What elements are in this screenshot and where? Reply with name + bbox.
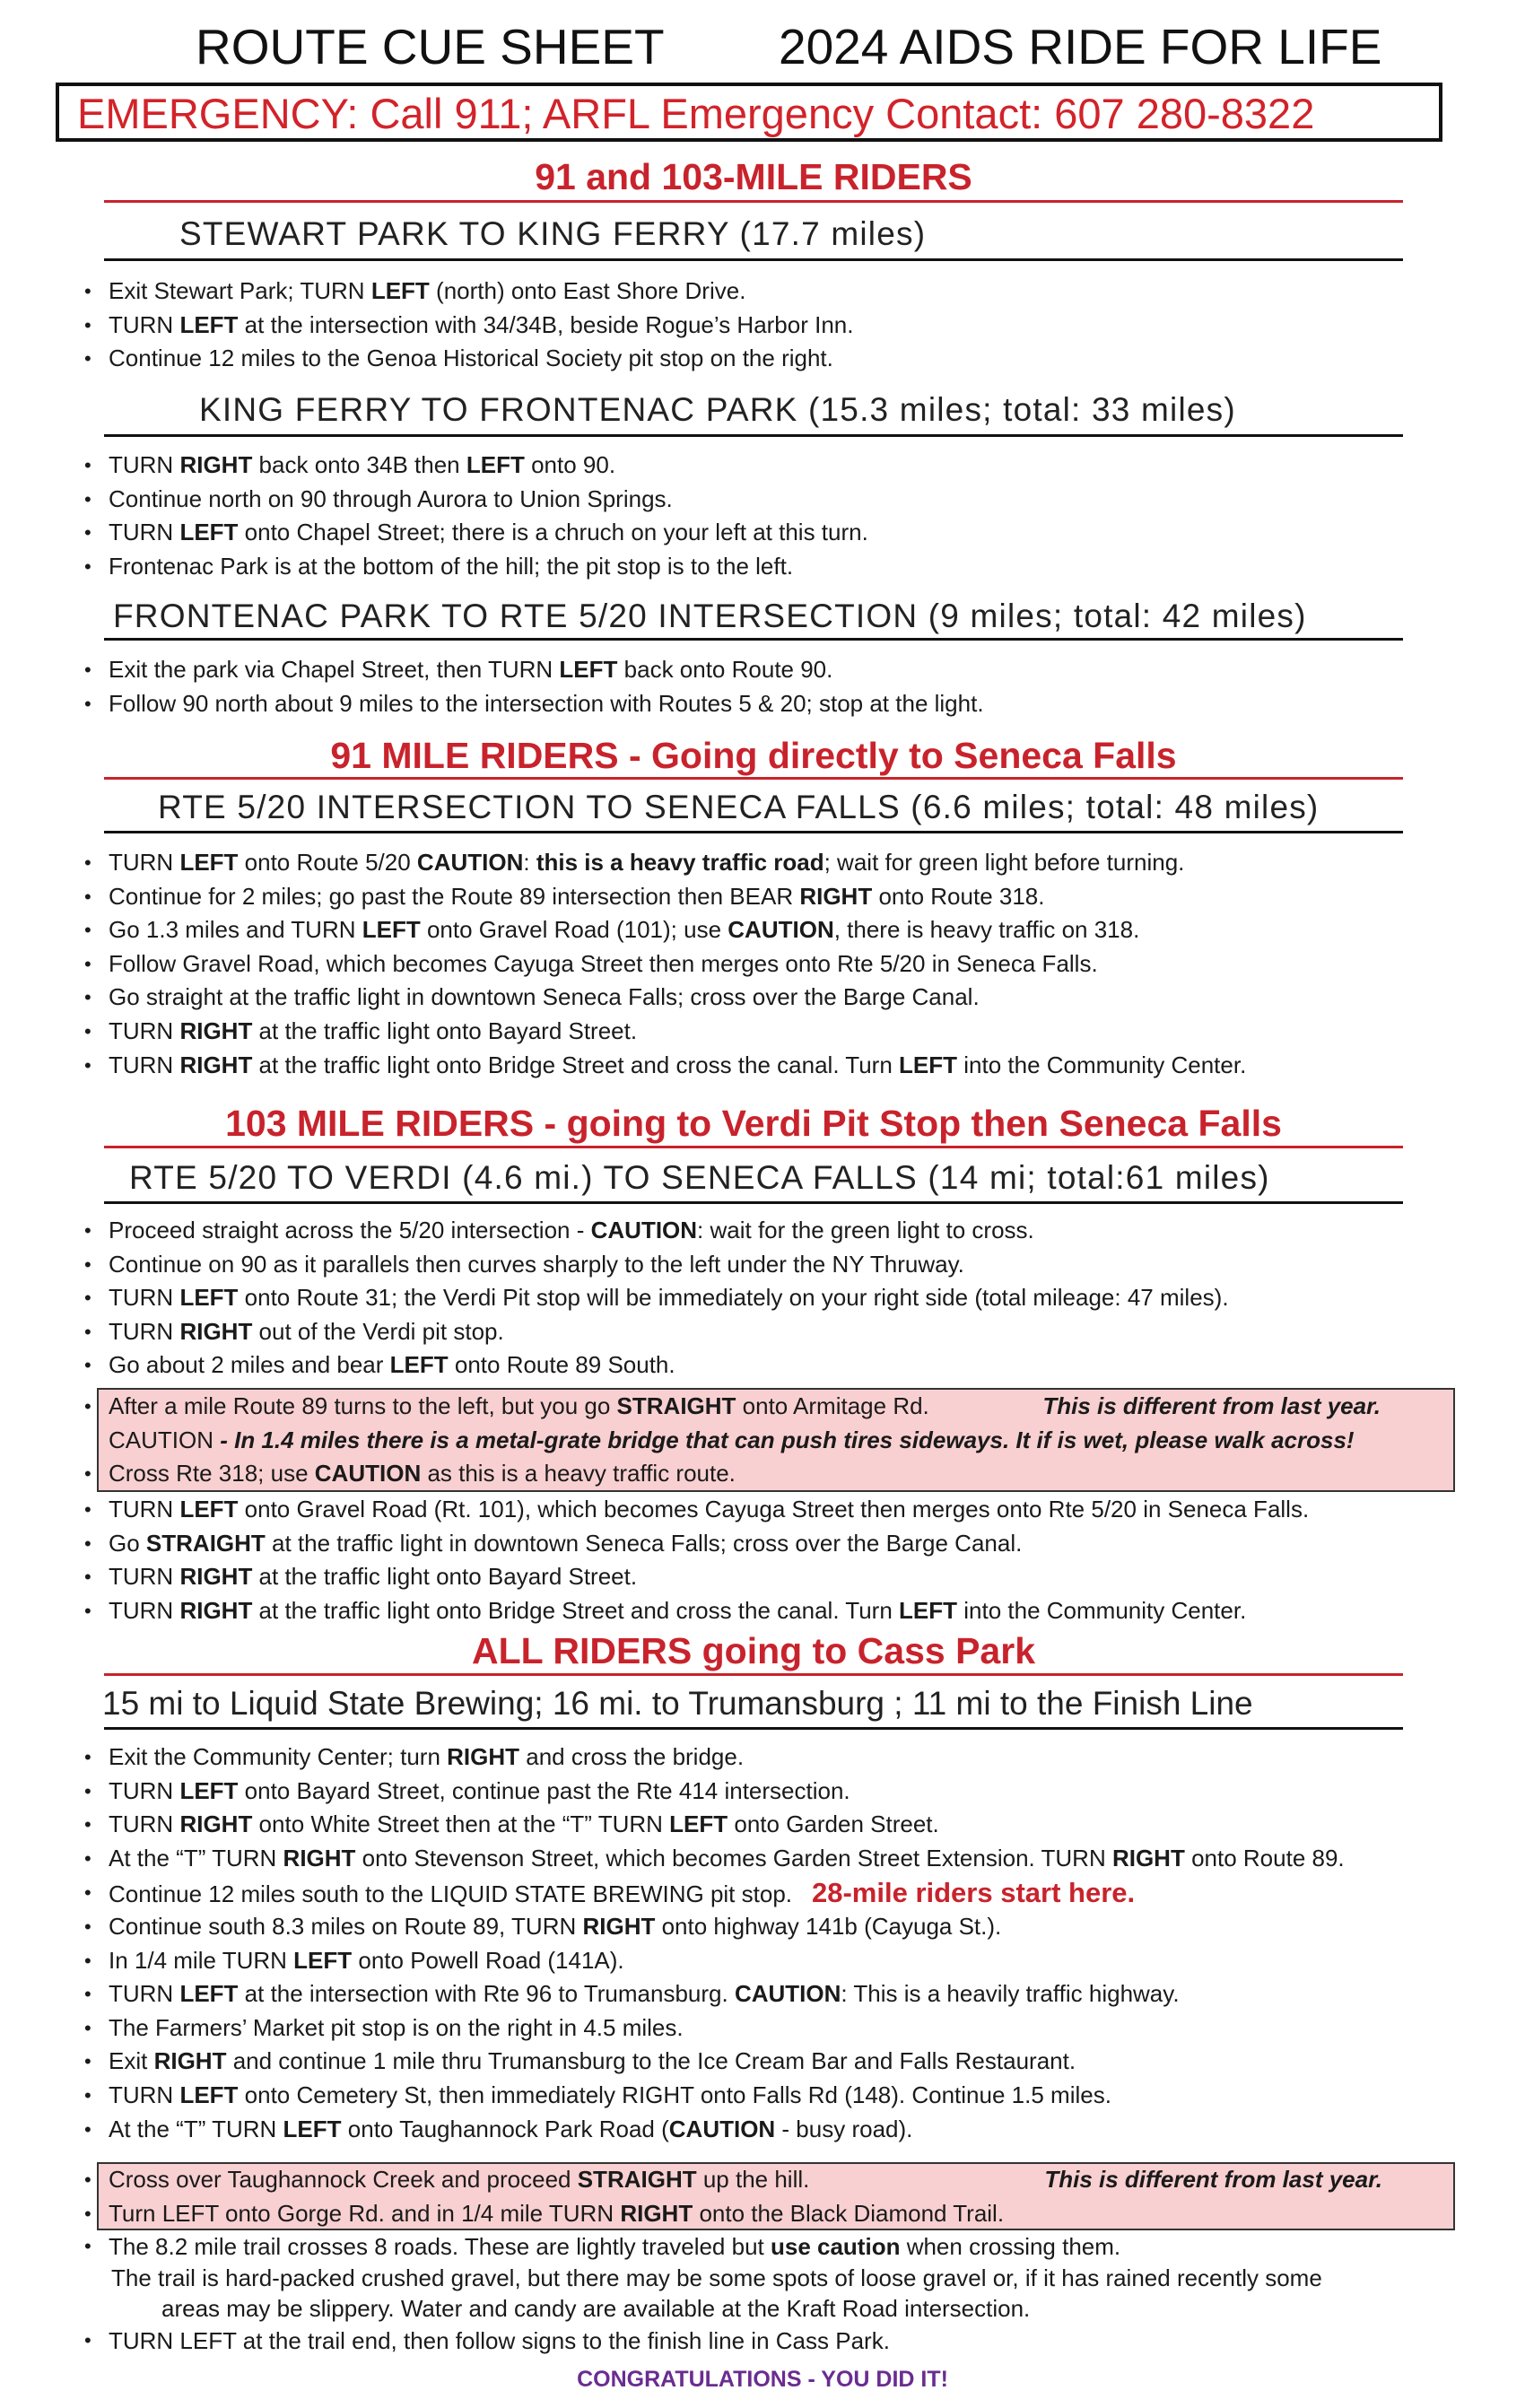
cue-text <box>109 1563 637 1590</box>
segment-title-rte-5-20-verdi-seneca-falls: RTE 5/20 TO VERDI (4.6 mi.) TO SENECA FALLS (14 mi; total:61 miles) <box>129 1159 1270 1196</box>
plain-text: After a mile Route 89 turns to the left, but you go <box>109 1392 617 1419</box>
cue-list <box>84 1910 1448 2146</box>
cue-text <box>109 2047 1076 2074</box>
plain-text: and continue 1 mile thru Trumansburg to the Ice Cream Bar and Falls Restaurant. <box>226 2047 1076 2075</box>
list-item <box>84 1842 1448 1876</box>
emphasis-text: RIGHT <box>582 1913 656 1940</box>
emphasis-text: LEFT <box>179 849 239 876</box>
cue-text <box>109 1284 1229 1311</box>
cue-text <box>109 2166 809 2193</box>
cue-list <box>84 275 1448 376</box>
cue-text <box>109 1980 1180 2007</box>
emphasis-text: RIGHT <box>620 2199 693 2227</box>
cue-text <box>109 1017 637 1044</box>
emphasis-text: use caution <box>770 2233 901 2260</box>
segment-title-cass-park-distances: 15 mi to Liquid State Brewing; 16 mi. to Trumansburg ; 11 mi to the Finish Line <box>102 1685 1253 1722</box>
plain-text: Exit the Community Center; turn <box>109 1743 448 1770</box>
cue-text <box>109 950 1098 977</box>
segment-rule <box>104 1727 1403 1730</box>
emphasis-text: RIGHT <box>179 1563 253 1591</box>
emphasis-text: CAUTION <box>416 849 524 876</box>
plain-text: Exit <box>109 2047 154 2075</box>
plain-text: : <box>523 849 536 876</box>
list-item <box>84 1910 1448 1944</box>
plain-text: onto Armitage Rd. <box>736 1392 929 1419</box>
plain-text: onto Gravel Road (Rt. 101), which becomes Cayuga Street then merges onto Rte 5/20 in Seneca Falls. <box>238 1496 1310 1522</box>
section-heading-91-103: 91 and 103-MILE RIDERS <box>535 156 972 197</box>
segment-rule <box>104 638 1403 641</box>
plain-text: at the traffic light in downtown Seneca Falls; cross over the Barge Canal. <box>265 1529 1023 1557</box>
plain-text: onto Garden Street. <box>728 1810 939 1838</box>
cue-text <box>109 311 853 338</box>
plain-text: , there is heavy traffic on 318. <box>833 916 1140 944</box>
list-item <box>84 1424 1448 1458</box>
emphasis-text: LEFT <box>899 1596 958 1624</box>
cue-text <box>109 1597 1246 1624</box>
cue-text <box>109 1426 1355 1453</box>
cue-text <box>109 519 868 545</box>
section-rule <box>104 1146 1403 1148</box>
emphasis-text: LEFT <box>179 1284 239 1312</box>
list-item <box>84 1560 1448 1594</box>
list-item <box>84 2163 1382 2197</box>
section-rule <box>104 200 1403 203</box>
plain-text: CAUTION <box>109 1426 214 1453</box>
cue-text <box>109 1743 744 1770</box>
plain-text: onto 90. <box>524 451 616 478</box>
plain-text: TURN <box>109 1776 180 1804</box>
emphasis-text: LEFT <box>179 1980 239 2008</box>
cue-text <box>109 656 832 683</box>
plain-text: Continue north on 90 through Aurora to Union Springs. <box>109 484 673 512</box>
list-item <box>84 449 1448 483</box>
plain-text: onto Route 31; the Verdi Pit stop will be immediately on your right side (total mileage: 47 miles). <box>238 1284 1229 1312</box>
list-item <box>84 1390 1381 1424</box>
plain-text: onto White Street then at the “T” TURN <box>252 1810 670 1838</box>
plain-text: up the hill. <box>696 2166 810 2193</box>
plain-text: onto Powell Road (141A). <box>352 1946 624 1974</box>
list-item <box>84 1741 1448 1775</box>
segment-title-frontenac-rte-5-20: FRONTENAC PARK TO RTE 5/20 INTERSECTION (9 miles; total: 42 miles) <box>113 598 1307 634</box>
segment-rule <box>104 434 1403 437</box>
plain-text: back onto 34B then <box>252 451 466 478</box>
plain-text: Frontenac Park is at the bottom of the hill; the pit stop is to the left. <box>109 552 794 580</box>
plain-text: (north) onto East Shore Drive. <box>429 277 746 304</box>
cue-text <box>109 916 1139 943</box>
cue-list <box>84 449 1448 583</box>
segment-rule <box>104 258 1403 261</box>
plain-text: The trail is hard-packed crushed gravel, but there may be some spots of loose gravel or, if it has rained recently some <box>111 2264 1322 2291</box>
cue-text <box>109 1777 850 1804</box>
list-item <box>84 1808 1448 1842</box>
congratulations-footer: CONGRATULATIONS - YOU DID IT! <box>577 2367 948 2392</box>
cue-text <box>109 2014 684 2041</box>
list-item <box>84 913 1448 947</box>
plain-text: onto Gravel Road (101); use <box>420 916 728 944</box>
emphasis-text: RIGHT <box>179 1317 253 1345</box>
plain-text: Cross over Taughannock Creek and proceed <box>109 2166 578 2193</box>
segment-title-rte-5-20-seneca-falls: RTE 5/20 INTERSECTION TO SENECA FALLS (6.6 miles; total: 48 miles) <box>158 789 1320 825</box>
list-item <box>84 1527 1448 1561</box>
plain-text: onto the Black Diamond Trail. <box>693 2199 1005 2227</box>
emphasis-text: STRAIGHT <box>577 2166 697 2193</box>
plain-text: at the intersection with 34/34B, beside Rogue’s Harbor Inn. <box>238 310 854 338</box>
emergency-box <box>56 83 1442 142</box>
plain-text: Exit Stewart Park; TURN <box>109 277 371 304</box>
cue-text <box>109 1496 1309 1522</box>
list-item <box>84 2113 1448 2147</box>
cue-list <box>84 1493 1448 1627</box>
change-note: This is different from last year. <box>1044 2166 1382 2193</box>
plain-text: onto Taughannock Park Road ( <box>341 2115 669 2142</box>
cue-text <box>109 451 615 478</box>
list-item <box>84 2324 1448 2358</box>
emphasis-text: RIGHT <box>153 2047 227 2075</box>
list-item <box>84 2230 1448 2263</box>
list-item <box>84 947 1448 982</box>
list-item <box>84 2011 1448 2046</box>
list-item <box>84 550 1448 584</box>
list-item <box>84 846 1448 880</box>
emphasis-text: CAUTION <box>728 916 834 944</box>
plain-text: Turn LEFT onto Gorge Rd. and in 1/4 mile TURN <box>109 2199 621 2227</box>
plain-text: At the “T” TURN <box>109 2115 283 2142</box>
cue-text <box>109 690 984 717</box>
list-item <box>84 342 1448 376</box>
plain-text: TURN <box>109 1016 180 1044</box>
cue-text: Continue 12 miles south to the LIQUID STATE BREWING pit stop. <box>109 1880 792 1907</box>
plain-text: as this is a heavy traffic route. <box>421 1460 736 1488</box>
cue-text <box>109 1351 675 1378</box>
emphasis-text: LEFT <box>179 310 239 338</box>
brewing-cue <box>84 1876 1448 1912</box>
plain-text: TURN <box>109 310 180 338</box>
list-item <box>84 1775 1448 1809</box>
cue-text <box>109 2327 890 2354</box>
section-heading-103-mile: 103 MILE RIDERS - going to Verdi Pit Stop then Seneca Falls <box>225 1103 1282 1144</box>
plain-text: Proceed straight across the 5/20 intersection - <box>109 1217 591 1243</box>
emphasis-text: LEFT <box>179 519 239 546</box>
plain-text: Continue 12 miles to the Genoa Historical Society pit stop on the right. <box>109 345 833 372</box>
plain-text: ; wait for green light before turning. <box>824 849 1185 876</box>
emphasis-text: - In 1.4 miles there is a metal-grate bridge that can push tires sideways. It if is wet, please walk across! <box>214 1426 1355 1453</box>
cue-text <box>161 2295 1030 2322</box>
cue-text <box>109 553 793 580</box>
plain-text: TURN <box>109 1810 180 1838</box>
list-item <box>84 1348 1448 1383</box>
plain-text: onto Cemetery St, then immediately RIGHT onto Falls Rd (148). Continue 1.5 miles. <box>238 2081 1111 2108</box>
plain-text: At the “T” TURN <box>109 1844 283 1871</box>
list-item <box>84 1248 1448 1282</box>
plain-text: at the traffic light onto Bridge Street and cross the canal. Turn <box>252 1051 900 1078</box>
plain-text: Go 1.3 miles and TURN <box>109 916 362 944</box>
cue-list <box>84 653 1448 720</box>
event-title: 2024 AIDS RIDE FOR LIFE <box>779 19 1382 74</box>
section-heading-all-riders: ALL RIDERS going to Cass Park <box>471 1630 1035 1671</box>
plain-text: when crossing them. <box>900 2233 1121 2260</box>
emphasis-text: LEFT <box>283 2115 342 2142</box>
plain-text: Follow 90 north about 9 miles to the intersection with Routes 5 & 20; stop at the light. <box>109 689 984 717</box>
emphasis-text: LEFT <box>362 916 421 944</box>
emphasis-text: RIGHT <box>447 1743 520 1770</box>
emphasis-text: RIGHT <box>799 882 873 910</box>
plain-text: onto Bayard Street, continue past the Rte 414 intersection. <box>238 1776 850 1804</box>
plain-text: onto Route 5/20 <box>238 849 417 876</box>
list-item <box>84 653 1448 687</box>
plain-text: at the traffic light onto Bayard Street. <box>252 1016 638 1044</box>
plain-text: TURN <box>109 849 180 876</box>
list-item <box>84 1281 1448 1315</box>
plain-text: back onto Route 90. <box>617 656 833 683</box>
emphasis-text: LEFT <box>293 1946 353 1974</box>
emphasis-text: STRAIGHT <box>616 1392 736 1419</box>
emphasis-text: CAUTION <box>590 1217 698 1243</box>
emphasis-text: LEFT <box>179 2081 239 2108</box>
list-item <box>84 2293 1448 2324</box>
emphasis-text: LEFT <box>179 1496 239 1522</box>
plain-text: at the traffic light onto Bayard Street. <box>252 1563 638 1591</box>
plain-text: TURN <box>109 2081 180 2108</box>
section-rule <box>104 1673 1403 1676</box>
plain-text: Go about 2 miles and bear <box>109 1351 390 1379</box>
emphasis-text: LEFT <box>899 1051 958 1078</box>
cue-text <box>109 1318 504 1345</box>
plain-text: Go straight at the traffic light in downtown Seneca Falls; cross over the Barge Canal. <box>109 983 980 1011</box>
plain-text: onto Route 89 South. <box>448 1351 675 1379</box>
cue-text <box>111 2264 1322 2291</box>
plain-text: Follow Gravel Road, which becomes Cayuga Street then merges onto Rte 5/20 in Seneca Falls. <box>109 949 1098 977</box>
plain-text: : wait for the green light to cross. <box>697 1217 1034 1243</box>
list-item <box>84 1594 1448 1628</box>
segment-rule <box>104 1201 1403 1204</box>
list-item <box>84 1977 1448 2011</box>
plain-text: onto Chapel Street; there is a chruch on your left at this turn. <box>238 519 868 546</box>
cue-text <box>109 1913 1001 1940</box>
emphasis-text: LEFT <box>466 451 525 478</box>
cue-list <box>84 846 1448 1082</box>
list-item <box>84 1944 1448 1978</box>
plain-text: into the Community Center. <box>957 1051 1247 1078</box>
plain-text: Exit the park via Chapel Street, then TURN <box>109 656 560 683</box>
cue-text <box>109 277 745 304</box>
cue-text <box>109 2116 912 2142</box>
plain-text: onto Route 318. <box>872 882 1045 910</box>
plain-text: out of the Verdi pit stop. <box>252 1317 504 1345</box>
plain-text: TURN <box>109 1284 180 1312</box>
segment-title-king-ferry-frontenac: KING FERRY TO FRONTENAC PARK (15.3 miles; total: 33 miles) <box>199 391 1236 428</box>
plain-text: Continue for 2 miles; go past the Route 89 intersection then BEAR <box>109 882 800 910</box>
cue-list <box>84 1741 1448 1875</box>
plain-text: and cross the bridge. <box>519 1743 745 1770</box>
cue-text <box>109 1051 1246 1078</box>
list-item <box>84 2045 1448 2079</box>
list-item <box>84 687 1448 721</box>
list-item <box>84 2197 1448 2231</box>
plain-text: The 8.2 mile trail crosses 8 roads. These are lightly traveled but <box>109 2233 771 2260</box>
plain-text: at the traffic light onto Bridge Street and cross the canal. Turn <box>252 1596 900 1624</box>
emphasis-text: CAUTION <box>314 1460 422 1488</box>
plain-text: onto highway 141b (Cayuga St.). <box>655 1913 1002 1940</box>
start-here-note: 28-mile riders start here. <box>812 1877 1136 1908</box>
list-item <box>84 1049 1448 1083</box>
plain-text: into the Community Center. <box>957 1596 1247 1624</box>
plain-text: Continue on 90 as it parallels then curves sharply to the left under the NY Thruway. <box>109 1250 964 1278</box>
plain-text: In 1/4 mile TURN <box>109 1946 294 1974</box>
plain-text: Continue south 8.3 miles on Route 89, TURN <box>109 1913 583 1940</box>
plain-text: : This is a heavily traffic highway. <box>841 1980 1180 2008</box>
list-item <box>84 275 1448 309</box>
emphasis-text: RIGHT <box>1111 1844 1185 1871</box>
emphasis-text: LEFT <box>179 1776 239 1804</box>
cue-text <box>109 1530 1022 1557</box>
sheet-title: ROUTE CUE SHEET <box>196 19 665 74</box>
list-item <box>84 1876 1448 1912</box>
cue-text <box>109 1947 624 1974</box>
emergency-text: EMERGENCY: Call 911; ARFL Emergency Contact: 607 280-8322 <box>77 90 1315 137</box>
emphasis-text: RIGHT <box>179 1810 253 1838</box>
plain-text: Go <box>109 1529 146 1557</box>
list-item <box>84 880 1448 914</box>
list-item <box>84 1015 1448 1049</box>
plain-text: TURN LEFT at the trail end, then follow signs to the finish line in Cass Park. <box>109 2327 890 2354</box>
list-item <box>84 516 1448 550</box>
plain-text: Cross Rte 318; use <box>109 1460 315 1488</box>
list-item <box>84 2263 1448 2293</box>
emphasis-text: RIGHT <box>179 1051 253 1078</box>
cue-text <box>109 2233 1120 2260</box>
cue-text <box>109 2081 1111 2108</box>
cue-text <box>109 1845 1345 1871</box>
cue-text <box>109 849 1184 876</box>
list-item <box>84 309 1448 343</box>
cue-text <box>109 1392 929 1419</box>
section-rule <box>104 777 1403 780</box>
segment-rule <box>104 831 1403 833</box>
plain-text: areas may be slippery. Water and candy are available at the Kraft Road intersection. <box>161 2295 1031 2322</box>
plain-text: TURN <box>109 1563 180 1591</box>
plain-text: TURN <box>109 451 180 478</box>
emphasis-text: this is a heavy traffic road <box>536 849 824 876</box>
change-note: This is different from last year. <box>1042 1392 1381 1419</box>
list-item <box>84 981 1448 1015</box>
plain-text: TURN <box>109 1496 180 1522</box>
cue-list <box>84 1214 1448 1383</box>
plain-text: onto Route 89. <box>1184 1844 1345 1871</box>
cue-text <box>109 1217 1034 1243</box>
plain-text: - busy road). <box>775 2115 913 2142</box>
cue-text <box>109 345 833 371</box>
cue-text <box>109 1460 736 1487</box>
emphasis-text: RIGHT <box>283 1844 356 1871</box>
cue-text <box>109 883 1044 910</box>
cue-text <box>109 2200 1004 2227</box>
emphasis-text: LEFT <box>669 1810 728 1838</box>
emphasis-text: RIGHT <box>179 1596 253 1624</box>
emphasis-text: LEFT <box>559 656 618 683</box>
emphasis-text: CAUTION <box>734 1980 841 2008</box>
plain-text: at the intersection with Rte 96 to Trumansburg. <box>238 1980 735 2008</box>
changed-route-cues <box>84 1390 1448 1491</box>
segment-title-stewart-king-ferry: STEWART PARK TO KING FERRY (17.7 miles) <box>179 215 927 252</box>
plain-text: The Farmers’ Market pit stop is on the right in 4.5 miles. <box>109 2013 684 2041</box>
cue-text <box>109 1251 964 1278</box>
cue-text <box>109 983 980 1010</box>
cue-text <box>109 485 673 512</box>
plain-text: TURN <box>109 1596 180 1624</box>
list-item <box>84 1214 1448 1248</box>
emphasis-text: LEFT <box>370 277 430 304</box>
emphasis-text: RIGHT <box>179 451 253 478</box>
emphasis-text: CAUTION <box>668 2115 776 2142</box>
emphasis-text: LEFT <box>389 1351 449 1379</box>
list-item <box>84 483 1448 517</box>
plain-text: TURN <box>109 1317 180 1345</box>
list-item <box>84 2079 1448 2113</box>
list-item <box>84 1457 1448 1491</box>
plain-text: TURN <box>109 1980 180 2008</box>
trail-cues <box>84 2230 1448 2358</box>
emphasis-text: RIGHT <box>179 1016 253 1044</box>
plain-text: TURN <box>109 519 180 546</box>
list-item <box>84 1493 1448 1527</box>
title-bar <box>0 20 1525 74</box>
cue-text <box>109 1810 939 1837</box>
emphasis-text: STRAIGHT <box>145 1529 266 1557</box>
plain-text: TURN <box>109 1051 180 1078</box>
changed-route-cues <box>84 2163 1448 2230</box>
section-heading-91-mile: 91 MILE RIDERS - Going directly to Seneca Falls <box>330 735 1177 776</box>
list-item <box>84 1315 1448 1349</box>
plain-text: onto Stevenson Street, which becomes Garden Street Extension. TURN <box>355 1844 1112 1871</box>
